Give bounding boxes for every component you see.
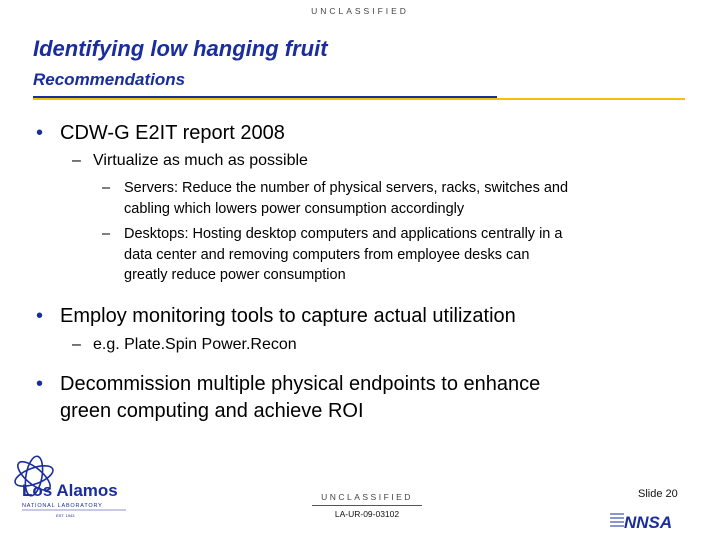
logo-established: EST. 1943: [56, 513, 75, 518]
slide-title: Identifying low hanging fruit: [33, 36, 328, 61]
bullet-line: Decommission multiple physical endpoints to enhance: [60, 373, 541, 395]
sub-sub-bullet-line: data center and removing computers from employee desks can: [124, 246, 530, 263]
bullet-line: green computing and achieve ROI: [60, 400, 364, 422]
los-alamos-logo: [8, 454, 138, 534]
classification-bottom: UNCLASSIFIED: [321, 492, 413, 502]
sub-sub-bullet-item: [102, 224, 684, 286]
dash-icon: –: [72, 152, 81, 169]
bullet-dot-icon: •: [36, 373, 44, 395]
nnsa-stripes: [610, 514, 624, 526]
nnsa-wordmark: NNSA: [624, 513, 673, 532]
slide-subtitle: Recommendations: [33, 70, 186, 89]
document-number: LA-UR-09-03102: [334, 509, 400, 519]
sub-bullet-text: e.g. Plate.Spin Power.Recon: [93, 336, 297, 353]
logo-name: Los Alamos: [22, 481, 118, 500]
bullet-item: [36, 371, 680, 425]
dash-icon: –: [102, 180, 111, 196]
bullet-item: [36, 303, 680, 330]
bullet-dot-icon: •: [36, 122, 44, 144]
bullet-text: Employ monitoring tools to capture actual utilization: [60, 305, 516, 327]
classification-top: UNCLASSIFIED: [311, 6, 409, 16]
logo-subtitle: NATIONAL LABORATORY: [22, 503, 103, 509]
sub-sub-bullet-line: greatly reduce power consumption: [124, 267, 346, 283]
sub-bullet-text: Virtualize as much as possible: [93, 152, 308, 169]
nnsa-logo: [610, 508, 690, 532]
sub-sub-bullet-item: [102, 178, 684, 219]
sub-sub-bullet-line: Desktops: Hosting desktop computers and applications centrally in a: [124, 226, 563, 242]
slide-number: Slide 20: [638, 488, 678, 500]
title-rule-gold: [33, 98, 685, 100]
dash-icon: –: [72, 336, 81, 353]
sub-bullet-item: [72, 151, 673, 171]
bullet-item: [36, 120, 680, 147]
sub-bullet-item: [72, 335, 673, 355]
bullet-text: CDW-G E2IT report 2008: [60, 122, 285, 144]
bullet-dot-icon: •: [36, 305, 44, 327]
sub-sub-bullet-line: cabling which lowers power consumption accordingly: [124, 200, 465, 217]
footer-rule: [312, 505, 422, 506]
sub-sub-bullet-line: Servers: Reduce the number of physical servers, racks, switches and: [124, 180, 569, 196]
dash-icon: –: [102, 226, 111, 242]
